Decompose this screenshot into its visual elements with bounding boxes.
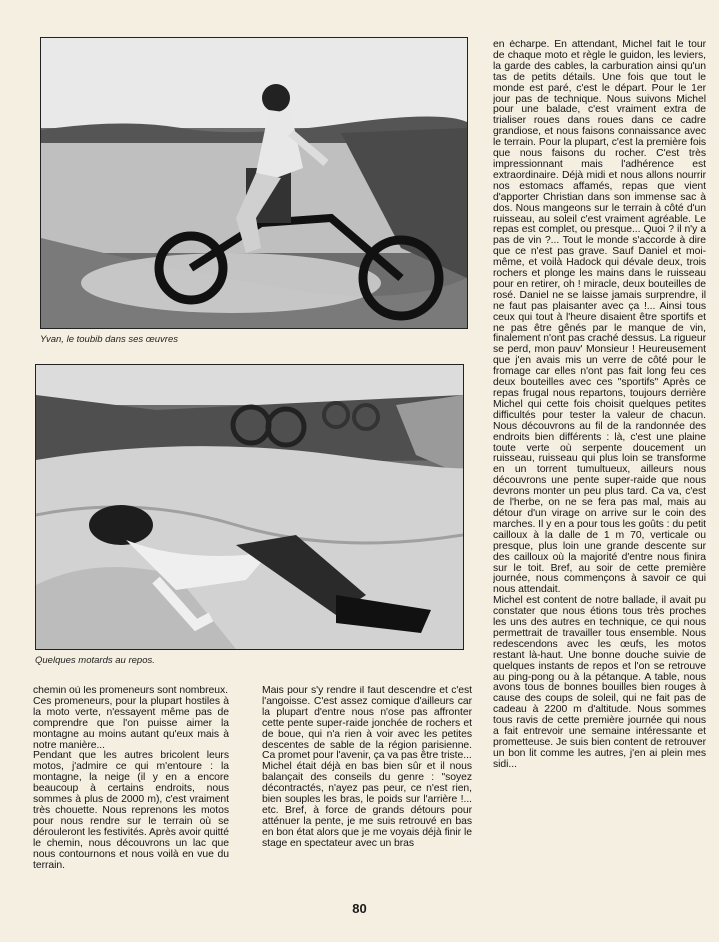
photo-rider-illustration bbox=[41, 38, 467, 328]
photo-rider-in-water bbox=[40, 37, 468, 329]
page-number: 80 bbox=[352, 901, 367, 916]
caption-bottom-photo: Quelques motards au repos. bbox=[35, 655, 155, 666]
article-column-right: en écharpe. En attendant, Michel fait le tour de chaque moto et règle le guidon, les leviers, la garde des cables, la carburation ainsi qu'un tas de petits détails. Une fois que tout le monde est paré, c'est le départ. Pour le 1er jour pas de technique. Nous suivons Michel pour une balade, c'est vraiment extra de trialiser roues dans roues dans ce cadre grandiose, et nous faisons connaissance avec le terrain. Pour la plupart, c'est la première fois que nous faisons du rocher. C'est très impressionnant mais l'adhérence est extraordinaire. Déjà midi et nous allons nourrir nos estomacs affamés, repas que vient d'apporter Christian dans son immense sac à dos. Nous mangeons sur le terrain à côté d'un ruisseau, au soleil c'est vraiment agréable. Le repas est complet, ou presque... Quoi ? il n'y a pas de vin ?... Tout le monde s'accorde à dire que ce n'est pas grave. Sauf Daniel et moi-même, et voilà Hadock qui dévale deux, trois rochers et plonge les mains dans le ruisseau pour en retirer, oh ! miracle, deux bouteilles de rosé. Daniel ne se laisse jamais surprendre, il ne faut pas plaisanter avec ça !... Ainsi tous ceux qui tout à l'heure disaient être sportifs et ne pas être gênés par le manque de vin, finalement n'ont pas craché dessus. La rigueur se perd, mon pauv' Monsieur ! Heureusement que j'en avais mis un verre de côté pour le fromage car elles n'ont pas fait long feu ces deux bouteilles avec ces "sportifs" Après ce repas frugal nous repartons, toujours derrière Michel qui cette fois choisit quelques petites difficultés pour tester la valeur de chacun. Nous découvrons au fil de la randonnée des endroits bien différents : là, c'est une plaine toute verte où serpente doucement un ruisseau, ruisseau qui plus loin se transforme en un torrent tumultueux, ailleurs nous découvrons une pente super-raide que nous devrons monter un peu plus tard. Ca va, c'est de l'herbe, on ne se fera pas mal, mais au détour d'un virage on arrive sur le coin des marches. Il y en a pour tous les goûts : du petit cailloux à la dalle de 1 m 70, verticale ou presque, plus loin une grande descente sur des cailloux où la majorité d'entre nous finira sur le toit. Bref, au soir de cette première journée, nous commençons à savoir ce qui nous attendait. Michel est content de notre ballade, il avait pu constater que nous étions tous très proches les uns des autres en technique, ce qui nous permettrait de travailler tous ensemble. Nous redescendons avec les œufs, les motos restant là-haut. Une bonne douche suivie de quelques instants de repos et l'on se retrouve au ping-pong ou à la pétanque. A table, nous avons tous de bonnes bouilles bien rouges à cause des coups de soleil, qui ne fait pas de cadeau à 2200 m d'altitude. Nous sommes tous ravis de cette première journée qui nous a fait entrevoir une semaine intéressante et prometteuse. Je suis bien content de retrouver un bon lit comme les autres, j'en ai plein mes sidi... bbox=[493, 40, 706, 770]
article-column-bottom-left: chemin où les promeneurs sont nombreux. Ces promeneurs, pour la plupart hostiles à la moto verte, n'essayent même pas de comprendre que l'on puisse aimer la montagne au moins autant qu'eux mais à notre manière... Pendant que les autres bricolent leurs motos, j'admire ce qui m'entoure : la montagne, la neige (il y en a encore beaucoup à certains endroits, nous sommes à plus de 2000 m), c'est vraiment très chouette. Nous reprenons les motos pour nous rendre sur le terrain où se dérouleront les festivités. Après avoir quitté le chemin, nous découvrons un lac que nous contournons et nous voilà en vue du terrain. bbox=[33, 686, 229, 871]
article-column-bottom-middle: Mais pour s'y rendre il faut descendre et c'est l'angoisse. C'est assez comique d'ailleurs car la plupart d'entre nous n'ose pas affronter cette pente super-raide jonchée de rochers et de boue, qui n'a rien à voir avec les petites descentes de sable de la région parisienne. Ca promet pour l'avenir, ça va pas être triste... Michel était déjà en bas bien sûr et il nous balançait des conseils du genre : "soyez décontractés, n'ayez pas peur, ce n'est rien, bien souples les bras, le poids sur l'arrière !... etc. Bref, à force de grands détours pour atténuer la pente, je me suis retrouvé en bas en bon état alors que je me voyais déjà finir le stage en spectateur avec un bras bbox=[262, 686, 472, 849]
caption-top-photo: Yvan, le toubib dans ses œuvres bbox=[40, 334, 178, 345]
photo-resting-illustration bbox=[36, 365, 463, 649]
photo-riders-resting bbox=[35, 364, 464, 650]
